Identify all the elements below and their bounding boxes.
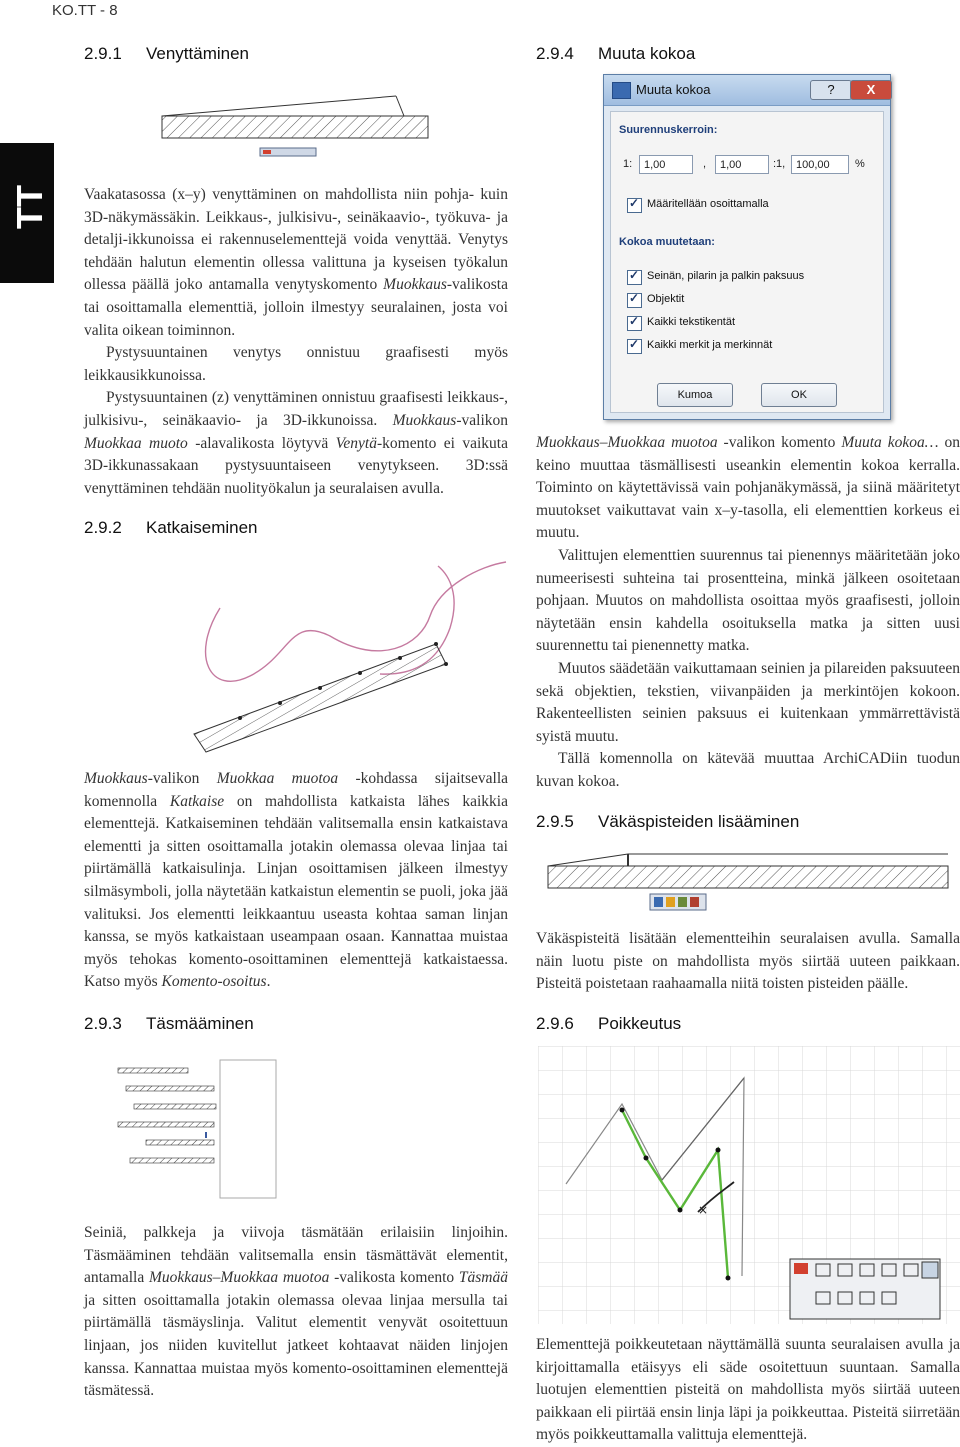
section-heading-2-9-4: 2.9.4 Muuta kokoa (536, 44, 696, 63)
objects-checkbox[interactable] (627, 293, 642, 308)
section-heading-2-9-2: 2.9.2 Katkaiseminen (84, 518, 258, 537)
offset-figure (538, 1046, 960, 1324)
dialog-title: Muuta kokoa (636, 82, 711, 97)
help-button[interactable]: ? (810, 80, 852, 100)
ratio-field-2[interactable]: 1,00 (715, 155, 769, 174)
app-icon (612, 82, 631, 99)
textfields-checkbox[interactable] (627, 316, 642, 331)
split-figure (180, 556, 516, 756)
ok-button[interactable]: OK (761, 383, 837, 407)
text-2-9-5: Väkäspisteitä lisätään elementteihin seuralaisen avulla. Samalla näin luotu piste on mahdollista myös siirtää uuteen paikkaan. Pisteitä poistetaan raahaamalla niitä toisten pisteiden päälle. (536, 930, 960, 993)
wall-thickness-label: Seinän, pilarin ja palkin paksuus (647, 270, 805, 282)
dialog-body (610, 111, 884, 413)
dialog-titlebar (604, 75, 890, 106)
ratio-prefix: 1: (623, 158, 633, 170)
section-heading-2-9-5: 2.9.5 Väkäspisteiden lisääminen (536, 812, 800, 831)
section-heading-2-9-3: 2.9.3 Täsmääminen (84, 1014, 254, 1033)
textfields-label: Kaikki tekstikentät (647, 316, 736, 328)
stretch-figure (160, 88, 432, 160)
close-button[interactable]: X (850, 80, 892, 100)
graphic-checkbox-label: Määritellään osoittamalla (647, 198, 769, 210)
change-label: Kokoa muutetaan: (619, 236, 715, 248)
resize-dialog (603, 74, 891, 420)
text-2-9-1: Vaakatasossa (x–y) venyttäminen on mahdollista niin pohja- kuin 3D-näkymässäkin. Leikkaus-, julkisivu-, seinäkaavio-, työkuva- ja detalji-ikkunoissa ei rakennuselementtejä voida venyttää. Venytys tehdään halutun elementin ollessa valittuna ja kyseisen työkalun ollessa päällä joko antamalla venytyskomento Muokkaus-valikosta tai osoittamalla elementtiä, jolloin ilmestyy seuralainen, josta voi valita oikean toiminnon. Pystysuuntainen venytys onnistuu graafisesti myös leikkausikkunoissa. Pystysuuntainen (z) venyttäminen onnistuu graafisesti leikkaus-, julkisivu-, seinäkaavio- ja 3D-ikkunoissa. Muokkaus-valikon Muokkaa muoto -alavalikosta löytyvä Venytä-komento ei vaikuta 3D-ikkunassakaan pystysuuntaiseen venytykseen. 3D:ssä venyttäminen tehdään nuolityökalun ja seuralaisen avulla. (84, 186, 508, 497)
percent-sign: % (855, 158, 865, 170)
objects-label: Objektit (647, 293, 685, 305)
hotspot-figure (544, 844, 952, 914)
wall-thickness-checkbox[interactable] (627, 270, 642, 285)
section-heading-2-9-1: 2.9.1 Venyttäminen (84, 44, 250, 63)
ratio-label: Suurennuskerroin: (619, 124, 718, 136)
text-2-9-4: Muokkaus–Muokkaa muotoa -valikon komento Muuta kokoa… on keino muuttaa täsmällisesti useankin elementin kokoa kerralla. Toiminto on käytettävissä vain pohjanäkymässä, ja siinä määritetyt muutokset vaikuttavat vain x–y-tasolla, eli elementtien korkeus ei muutu. Valittujen elementtien suurennus tai pienennys määritetään joko numeerisesti suhteina tai prosentteina, minkä jälkeen osoitetaan pohjaan. Muutos on mahdollista osoittaa myös graafisesti, jolloin näytetään ensin kahdella osoituksella matka ja sitten uusi suurennettu tai pienennetty matka. Muutos säädetään vaikuttamaan seinien ja pilareiden paksuuteen sekä objektien, tekstien, viivanpäiden ja merkintöjen kokoon. Rakenteellisten seinien paksuus ei kuitenkaan ymmärrettävistä syistä muutu. Tällä komennolla on kätevää muuttaa ArchiCADiin tuodun kuvan kokoa. (536, 434, 960, 790)
text-2-9-3: Seiniä, palkkeja ja viivoja täsmätään erilaisiin linjoihin. Täsmääminen tehdään valitsemalla ensin täsmättävät elementit, antamalla Muokkaus–Muokkaa muotoa -valikosta komento Täsmää ja sitten osoittamalla jotakin olemassa olevaa linjaa mersulla tai piirtämällä täsmäyslinja. Valitut elementit venyvät osoitettuun linjaan, jos niiden kuvitellut jatkeet kohtaavat näiden linjojen kanssa. Kannattaa muistaa myös komento-osoittaminen elementtejä täsmätessä. (84, 1224, 509, 1400)
cancel-button[interactable]: Kumoa (657, 383, 733, 407)
chapter-tab (0, 143, 54, 283)
markers-label: Kaikki merkit ja merkinnät (647, 339, 773, 351)
text-2-9-6: Elementtejä poikkeutetaan näyttämällä suunta seuralaisen avulla ja kirjoittamalla etäisyys eli säde osoitettuun suuntaan. Samalla luotujen elementtien pisteitä on mahdollista myös siirtää uuteen paikkaan eli piirtää ensin linja läpi ja poikkeuttaa. Pisteitä siirretään myös poikkeuttamalla valittuja elementtejä. (536, 1336, 960, 1444)
markers-checkbox[interactable] (627, 339, 642, 354)
graphic-checkbox[interactable] (627, 198, 642, 213)
svg-text:×: × (698, 1203, 709, 1217)
section-heading-2-9-6: 2.9.6 Poikkeutus (536, 1014, 682, 1033)
chapter-tab-label: TT (9, 185, 50, 229)
ratio-separator: , (703, 158, 707, 170)
ratio-field-1[interactable]: 1,00 (639, 155, 693, 174)
page-label: KO.TT - 8 (52, 2, 118, 19)
percent-field[interactable]: 100,00 (791, 155, 849, 174)
text-2-9-2: Muokkaus-valikon Muokkaa muotoa -kohdassa sijaitsevalla komennolla Katkaise on mahdollista katkaista lähes kaikkia elementtejä. Katkaiseminen tehdään valitsemalla ensin katkaistava elementti ja sitten osoittamalla jotakin olemassa olevaa linjaa tai piirtämällä katkaisulinja. Linjan osoittamisen jälkeen ilmestyy silmäsymboli, jolla näytetään katkaistun elementin se puoli, joka jää valituksi. Jos elementti leikkaantuu useasta kohtaa saman linjan kanssa, se myös katkaistaan useampaan osaan. Kannattaa muistaa myös tehokas komento-osoittaminen elementtejä katkaistaessa. Katso myös Komento-osoitus. (84, 770, 508, 991)
trim-figure (116, 1058, 280, 1202)
ratio-mid: :1, (773, 158, 786, 170)
